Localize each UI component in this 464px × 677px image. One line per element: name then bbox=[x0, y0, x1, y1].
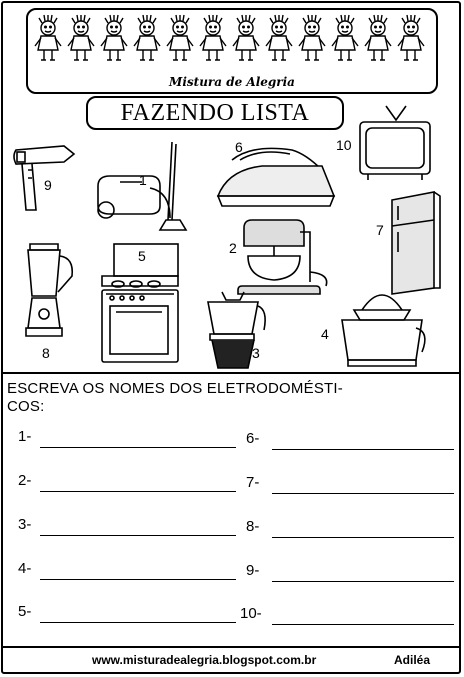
mixer-illustration bbox=[234, 212, 334, 298]
answer-line-rule bbox=[40, 447, 236, 448]
answer-line-rule bbox=[272, 449, 454, 450]
appliance-number: 6 bbox=[235, 139, 243, 155]
answer-line[interactable] bbox=[18, 603, 238, 623]
answer-line-label: 6- bbox=[246, 430, 260, 447]
answer-line[interactable] bbox=[246, 562, 456, 582]
website-link[interactable]: www.misturadealegria.blogspot.com.br bbox=[92, 653, 317, 667]
answer-line-rule bbox=[40, 622, 236, 623]
appliance-number: 5 bbox=[138, 248, 146, 264]
answer-line-label: 10- bbox=[240, 605, 262, 622]
footer-divider bbox=[3, 646, 460, 648]
page-title: FAZENDO LISTA bbox=[86, 96, 344, 130]
answer-line[interactable] bbox=[18, 428, 238, 448]
answer-line-label: 8- bbox=[246, 518, 260, 535]
television-illustration bbox=[356, 102, 436, 184]
answer-line-rule bbox=[40, 579, 236, 580]
answer-line-label: 4- bbox=[18, 560, 32, 577]
answer-line-rule bbox=[40, 535, 236, 536]
author-name: Adiléa bbox=[394, 653, 431, 667]
answer-line-label: 9- bbox=[246, 562, 260, 579]
section-divider bbox=[3, 372, 460, 374]
answer-line[interactable] bbox=[18, 560, 238, 580]
answer-line-rule bbox=[272, 537, 454, 538]
answer-line-rule bbox=[272, 581, 454, 582]
answer-line-label: 7- bbox=[246, 474, 260, 491]
iron-illustration bbox=[212, 136, 342, 216]
answer-line[interactable] bbox=[246, 474, 456, 494]
kids-row-illustration bbox=[32, 14, 434, 74]
answer-line-rule bbox=[272, 624, 454, 625]
answer-line[interactable] bbox=[18, 516, 238, 536]
answer-line-label: 3- bbox=[18, 516, 32, 533]
answer-line[interactable] bbox=[18, 472, 238, 492]
appliance-number: 10 bbox=[336, 137, 352, 153]
appliance-number: 4 bbox=[321, 326, 329, 342]
header-banner bbox=[26, 8, 438, 94]
appliance-number: 9 bbox=[44, 177, 52, 193]
appliance-number: 1 bbox=[139, 172, 147, 188]
answer-line[interactable] bbox=[240, 605, 456, 625]
answer-line-label: 5- bbox=[18, 603, 32, 620]
appliance-number: 7 bbox=[376, 222, 384, 238]
appliance-number: 8 bbox=[42, 345, 50, 361]
answer-line[interactable] bbox=[246, 430, 456, 450]
answer-line[interactable] bbox=[246, 518, 456, 538]
answer-line-rule bbox=[40, 491, 236, 492]
answer-line-label: 1- bbox=[18, 428, 32, 445]
blender-illustration bbox=[20, 238, 80, 344]
answer-line-rule bbox=[272, 493, 454, 494]
brand-name: Mistura de Alegria bbox=[169, 75, 295, 89]
juicer-illustration bbox=[332, 284, 432, 370]
appliance-number: 2 bbox=[229, 240, 237, 256]
instruction-text: ESCREVA OS NOMES DOS ELETRODOMÉSTI- COS: bbox=[7, 380, 343, 415]
answer-line-label: 2- bbox=[18, 472, 32, 489]
appliance-number: 3 bbox=[252, 345, 260, 361]
